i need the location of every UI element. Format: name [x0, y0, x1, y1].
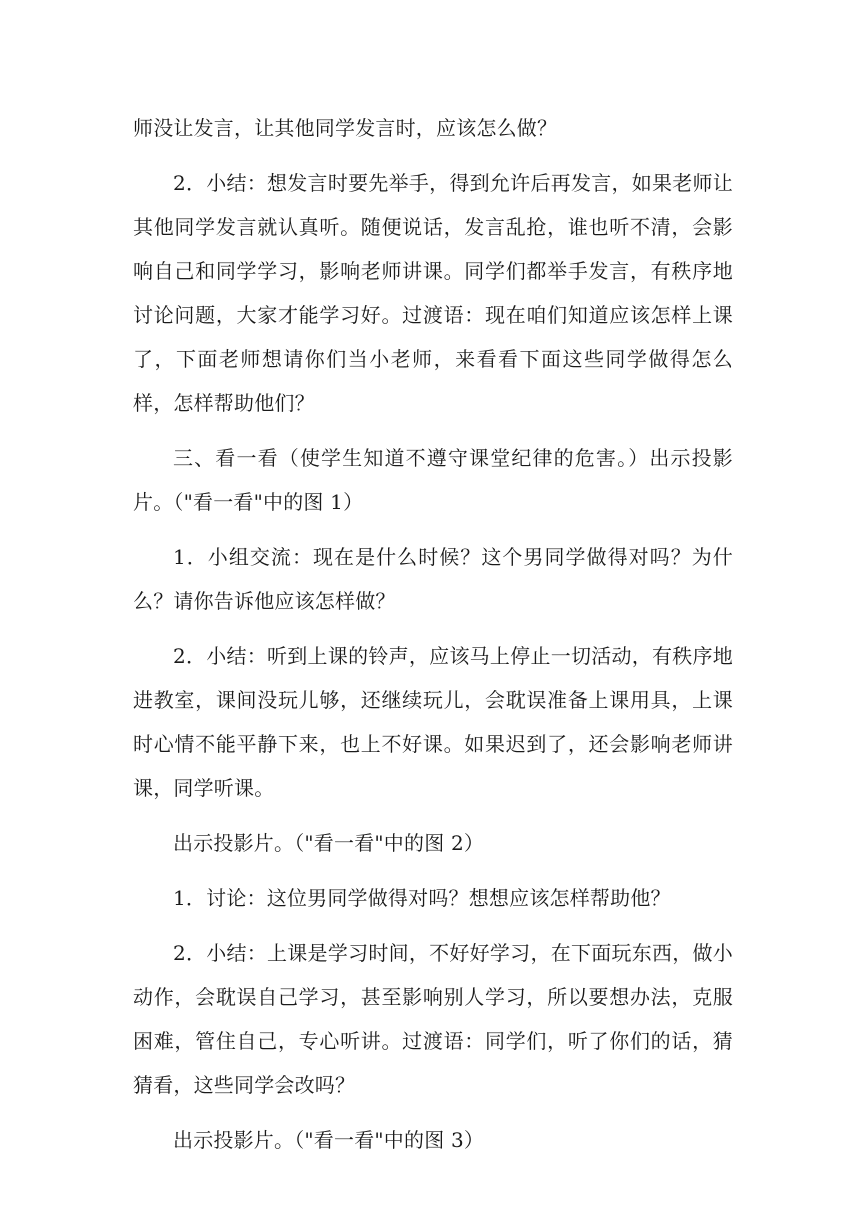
paragraph-slide-figure-three: 出示投影片。（"看一看"中的图 3）	[173, 1128, 485, 1152]
document-body	[133, 106, 733, 1173]
paragraph-slide-figure-two: 出示投影片。（"看一看"中的图 2）	[173, 831, 485, 855]
paragraph-continuation: 师没让发言，让其他同学发言时，应该怎么做？	[133, 116, 558, 140]
paragraph-group-discussion: 1．小组交流：现在是什么时候？这个男同学做得对吗？为什么？请你告诉他应该怎样做？	[133, 545, 733, 613]
paragraph-summary-raise-hand: 2．小结：想发言时要先举手，得到允许后再发言，如果老师让其他同学发言就认真听。随便说话，发言乱抢，谁也听不清，会影响自己和同学学习，影响老师讲课。同学们都举手发言，有秩序地讨论问题，大家才能学习好。过渡语：现在咱们知道应该怎样上课了，下面老师想请你们当小老师，来看看下面这些同学做得怎么样，怎样帮助他们？	[133, 171, 733, 415]
paragraph-discussion-boy: 1．讨论：这位男同学做得对吗？想想应该怎样帮助他？	[173, 886, 671, 910]
paragraph-section-three-heading: 三、看一看（使学生知道不遵守课堂纪律的危害。）出示投影片。（"看一看"中的图 1）	[133, 446, 733, 514]
paragraph-summary-focus: 2．小结：上课是学习时间，不好好学习，在下面玩东西，做小动作，会耽误自己学习，甚至影响别人学习，所以要想办法，克服困难，管住自己，专心听讲。过渡语：同学们，听了你们的话，猜猜看，这些同学会改吗？	[133, 941, 733, 1097]
paragraph-summary-bell: 2．小结：听到上课的铃声，应该马上停止一切活动，有秩序地进教室，课间没玩儿够，还继续玩儿，会耽误准备上课用具，上课时心情不能平静下来，也上不好课。如果迟到了，还会影响老师讲课，同学听课。	[133, 644, 733, 800]
